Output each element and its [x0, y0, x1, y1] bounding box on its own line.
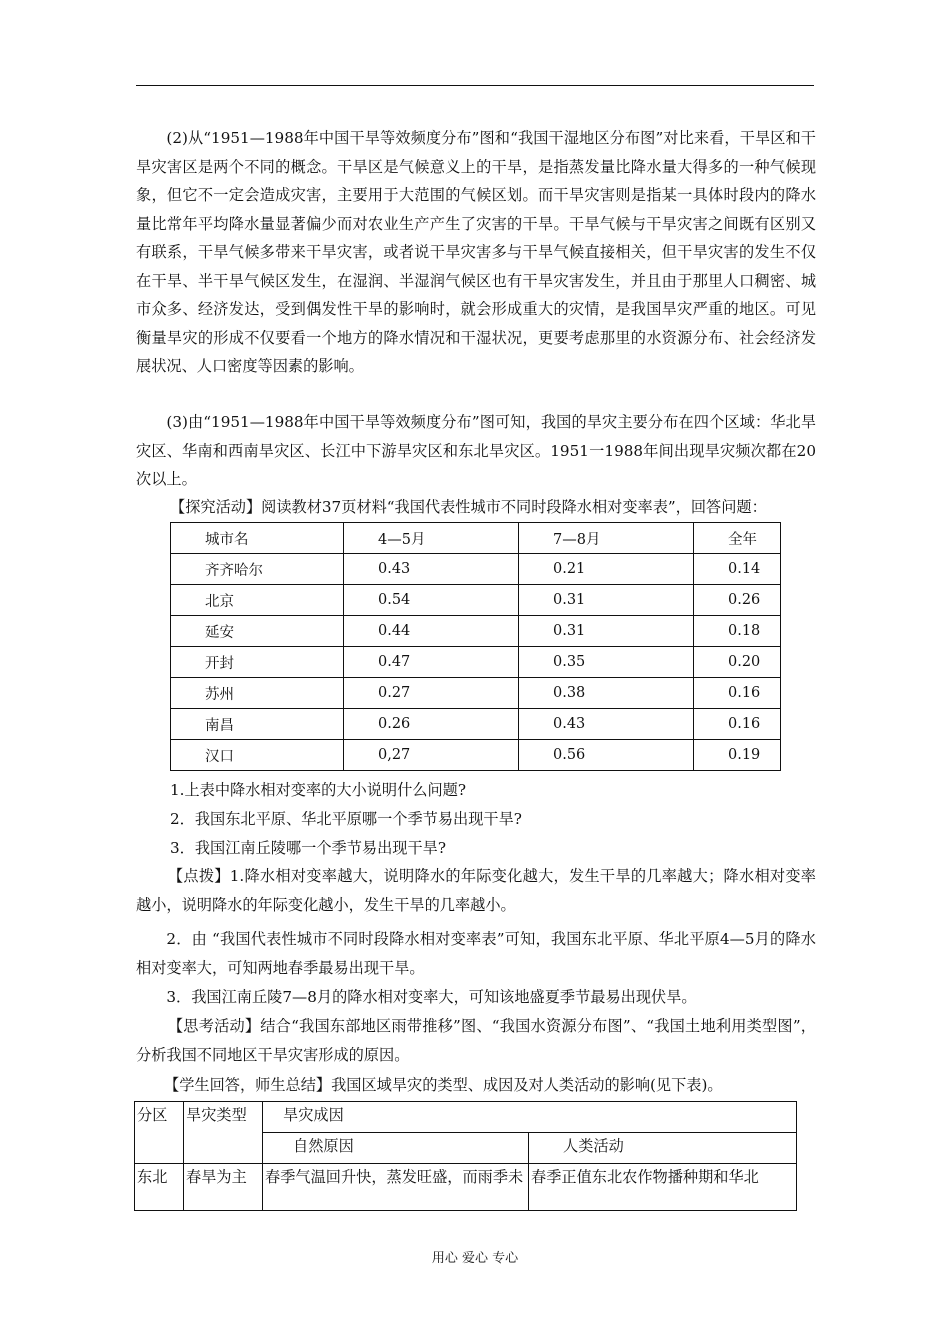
cell-city: 汉口: [171, 740, 344, 771]
cell-value: 0.43: [344, 554, 519, 585]
cell-value: 0.31: [519, 616, 694, 647]
question-1: 1.上表中降水相对变率的大小说明什么问题?: [170, 781, 467, 799]
table-row: [171, 678, 781, 709]
hint-3: 3．我国江南丘陵7—8月的降水相对变率大，可知该地盛夏季节最易出现伏旱。: [166, 988, 697, 1006]
table-header-row: [171, 523, 781, 554]
cell-value: 0.54: [344, 585, 519, 616]
cell-city: 苏州: [171, 678, 344, 709]
question-3: 3．我国江南丘陵哪一个季节易出现干旱?: [170, 839, 446, 857]
table-row: [171, 554, 781, 585]
table-row: [135, 1164, 797, 1211]
hint-2: 2．由 “我国代表性城市不同时段降水相对变率表”可知，我国东北平原、华北平原4—5月的降水相对变率大，可知两地春季最易出现干旱。: [136, 930, 816, 977]
header-jul-aug: 7—8月: [519, 523, 694, 554]
summary-heading: 【学生回答，师生总结】我国区域旱灾的类型、成因及对人类活动的影响(见下表)。: [164, 1076, 723, 1094]
activity-heading: 【探究活动】阅读教材37页材料“我国代表性城市不同时段降水相对变率表”，回答问题：: [170, 498, 767, 516]
table-header-row: [135, 1102, 797, 1133]
precipitation-variability-table: [170, 522, 781, 771]
cell-drought-type: 春旱为主: [184, 1164, 263, 1211]
cell-city: 南昌: [171, 709, 344, 740]
cell-value: 0.38: [519, 678, 694, 709]
cell-value: 0.18: [694, 616, 781, 647]
table-row: [171, 740, 781, 771]
page-footer: 用心 爱心 专心: [431, 1251, 519, 1266]
cell-value: 0.16: [694, 678, 781, 709]
cell-city: 齐齐哈尔: [171, 554, 344, 585]
cell-value: 0,27: [344, 740, 519, 771]
cell-value: 0.27: [344, 678, 519, 709]
cell-region: 东北: [135, 1164, 184, 1211]
table-row: [171, 585, 781, 616]
hint-1: 【点拨】1.降水相对变率越大，说明降水的年际变化越大，发生干旱的几率越大；降水相对变率越小，说明降水的年际变化越小，发生干旱的几率越小。: [136, 867, 816, 914]
cell-value: 0.19: [694, 740, 781, 771]
header-rule: [136, 85, 814, 86]
cell-value: 0.14: [694, 554, 781, 585]
cell-value: 0.21: [519, 554, 694, 585]
header-annual: 全年: [694, 523, 781, 554]
cell-city: 开封: [171, 647, 344, 678]
table-row: [171, 647, 781, 678]
table-row: [171, 616, 781, 647]
cell-value: 0.35: [519, 647, 694, 678]
cell-value: 0.26: [344, 709, 519, 740]
think-activity: 【思考活动】结合“我国东部地区雨带推移”图、“我国水资源分布图”、“我国土地利用类型图”，分析我国不同地区干旱灾害形成的原因。: [136, 1017, 816, 1064]
drought-causes-table: [134, 1101, 797, 1211]
paragraph-2: (2)从“1951—1988年中国干旱等效频度分布”图和“我国干湿地区分布图”对比来看，干旱区和干旱灾害区是两个不同的概念。干旱区是气候意义上的干旱，是指蒸发量比降水量大得多的一种气候现象，但它不一定会造成灾害，主要用于大范围的气候区划。而干旱灾害则是指某一具体时段内的降水量比常年平均降水量显著偏少而对农业生产产生了灾害的干旱。干旱气候与干旱灾害之间既有区别又有联系，干旱气候多带来干旱灾害，或者说干旱灾害多与干旱气候直接相关，但干旱灾害的发生不仅在干旱、半干旱气候区发生，在湿润、半湿润气候区也有干旱灾害发生，并且由于那里人口稠密、城市众多、经济发达，受到偶发性干旱的影响时，就会形成重大的灾情，是我国旱灾严重的地区。可见衡量旱灾的形成不仅要看一个地方的降水情况和干湿状况，更要考虑那里的水资源分布、社会经济发展状况、人口密度等因素的影响。: [136, 129, 816, 375]
paragraph-3: (3)由“1951—1988年中国干旱等效频度分布”图可知，我国的旱灾主要分布在四个区域：华北旱灾区、华南和西南旱灾区、长江中下游旱灾区和东北旱灾区。1951一1988年间出现旱灾频次都在20次以上。: [136, 413, 816, 488]
cell-value: 0.16: [694, 709, 781, 740]
cell-value: 0.47: [344, 647, 519, 678]
cell-natural-cause: 春季气温回升快，蒸发旺盛，而雨季未: [263, 1164, 529, 1211]
header-region: 分区: [135, 1102, 184, 1164]
header-city: 城市名: [171, 523, 344, 554]
cell-value: 0.26: [694, 585, 781, 616]
cell-human-activity: 春季正值东北农作物播种期和华北: [529, 1164, 797, 1211]
cell-value: 0.31: [519, 585, 694, 616]
cell-city: 北京: [171, 585, 344, 616]
header-natural-causes: 自然原因: [263, 1133, 529, 1164]
header-human-activity: 人类活动: [529, 1133, 797, 1164]
cell-value: 0.56: [519, 740, 694, 771]
cell-value: 0.44: [344, 616, 519, 647]
header-apr-may: 4—5月: [344, 523, 519, 554]
question-2: 2．我国东北平原、华北平原哪一个季节易出现干旱?: [170, 810, 522, 828]
header-causes: 旱灾成因: [263, 1102, 797, 1133]
cell-city: 延安: [171, 616, 344, 647]
header-drought-type: 旱灾类型: [184, 1102, 263, 1164]
table-row: [171, 709, 781, 740]
cell-value: 0.43: [519, 709, 694, 740]
cell-value: 0.20: [694, 647, 781, 678]
